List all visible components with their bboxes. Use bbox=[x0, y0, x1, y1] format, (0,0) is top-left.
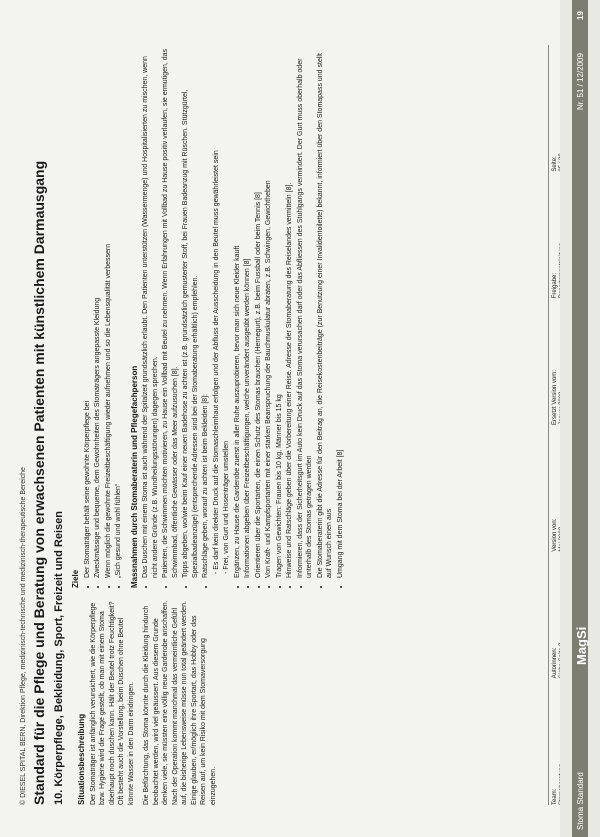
list-item: • Orientieren über die Sportarten, die einen Schutz des Stomas brauchen (Hernegurt), z.B. beim Fussball oder beim Tennis [8] bbox=[254, 45, 264, 578]
footer-cell: Version von: bbox=[552, 518, 558, 552]
list-item: • Ergänzen, zu Hause die Garderobe zuerst in aller Ruhe auszuprobieren, bevor man sich neue Kleider kauft bbox=[233, 45, 243, 578]
right-column bbox=[71, 45, 346, 588]
list-item: • „Sich gesund und wohl fühlen“ bbox=[114, 45, 124, 578]
situation-heading: Situationsbeschreibung bbox=[77, 713, 86, 805]
list-item: • Zweckmässige und bequeme, dem Gewohnheiten des Stomaträgers angepasste Kleidung bbox=[93, 45, 103, 578]
list-item: • Wenn möglich die gewohnte Freizeitbeschäftigung wieder aufnehmen und so die Lebensqualität verbessern bbox=[104, 45, 114, 578]
goals-heading: Ziele bbox=[71, 569, 80, 588]
situation-paragraph-1: Der Stomaträger ist anfänglich verunsichert, wie die Körperpflege bzw. Hygiene wird die Frage gestellt, ob man mit einem Stoma überhaupt noch duschen kann. Hält der Beutel trotz Feuchtigkeit? Oft besteht auch die Vorstellung, beim Duschen ohne Beutel könnte Wasser in den Darm eindringen. bbox=[89, 601, 135, 805]
goals-list bbox=[83, 45, 124, 588]
list-item: • Umgang mit dem Stoma bei der Arbeit [8] bbox=[336, 45, 346, 578]
list-item: • Hinweise und Ratschläge geben über die Vorbereitung einer Reise. Adresse der Stomaberatung des Reiselandes vermitteln [8]. bbox=[285, 45, 295, 578]
footer-cell: Ersetzt Version vom: bbox=[552, 369, 558, 425]
section-title: 10. Körperpflege, Bekleidung, Sport, Freizeit und Reisen bbox=[53, 511, 65, 805]
list-item: - Frei, von Gurt und Hosenträger umstellen bbox=[223, 440, 230, 574]
list-item: • Patienten, die Schwimmen möchten motivieren, zu Hause ein Vollbad mit Beutel zu nehmen. Wenn Erfahrungen mit Vollbad zu Hause positiv verlaufen, sie ermutigen, das Schwimmbad, öffentliche Gewässer oder das Meer aufzusuchen [8]. bbox=[161, 45, 180, 578]
issue-number: Nr. 51 / 12/2009 bbox=[576, 53, 585, 110]
measures-list bbox=[141, 45, 345, 588]
footer-cell: Autorinnen: bbox=[552, 647, 558, 679]
situation-paragraph-2: Die Befürchtung, das Stoma könnte durch die Kleidung hindurch beobachtet werden, wird viel geäussert. Aus diesem Grunde denken viele, sie müssten eine völlig neue Garderobe anschaffen. Nach der Operation kommt manchmal das vermeintliche Gefühl auf, die bisherige Lebensweise müsse nun total geändert werden. Einige glauben, er/möglich ihre Sportart, das Hobby oder das Reisen auf, um kein Risiko mit dem Stomaversorgung einzugehen. bbox=[143, 600, 217, 805]
list-item: • Informationen abgeben über Freizeitbeschäftigungen, welche unverändert ausgeübt werden können [8] bbox=[243, 45, 253, 578]
list-item: • Ratschläge geben, worauf zu achten ist beim Bekleiden [8]: bbox=[201, 45, 211, 578]
page-number: 19 bbox=[576, 11, 585, 20]
list-item: • Der Stomaträger behält seine gewohnte Körperpflege bei bbox=[83, 45, 93, 578]
footer-cell: Seite: bbox=[552, 156, 558, 172]
band-section-label: Stoma Standard bbox=[576, 772, 585, 830]
left-column bbox=[71, 600, 346, 805]
list-item: • Informieren, dass der Sicherheitsgurt im Auto kein Druck auf das Stoma verursachen darf oder das Abfliessen des Stuhlgangs vermindert. Der Gurt muss oberhalb oder unterhalb des Stomas getragen werden bbox=[296, 45, 315, 578]
list-item: • Tipps abgeben, wo/wie beim Kauf einer neuen Badehose zu achten ist (z.B. grundsätzlich gemusterter Stoff, bei Frauen Badeanzug mit Rüschen. Stützgürtel, Spezialbadeanzüge) (entsprechende Adressen sind bei der Stomaberatung erhältlich) empfehlen. bbox=[181, 45, 200, 578]
document-title: Standard für die Pflege und Beratung von erwachsenen Patienten mit künstlichem Darmausgang bbox=[31, 160, 47, 805]
measures-heading: Massnahmen durch Stomaberaterin und Pflegefachperson bbox=[129, 365, 139, 588]
list-item: - Es darf kein direkter Druck auf die Stomaschleimhaut erfolgen und der Abfluss der Ausscheidung in den Beutel muss gewährleistet sein bbox=[212, 150, 220, 574]
footer-cell: Freigabe: bbox=[552, 272, 558, 299]
header-line: © DIESEL SPITAL BERN, Direktion Pflege, medizinisch-technische und medizinisch-therapeutische Bereiche bbox=[20, 467, 27, 805]
list-item: • Von Kraft- und Kampfsportarten mit einer starken Beanspruchung der Bauchmuskulatur abraten, z.B. Schwingen, Gewichtheben bbox=[264, 45, 274, 578]
list-item: • Die Stomaberaterin gibt die Adresse für den Beitrag an, die Reisekostenbeiträge (zur Benutzung einer Invalidentoilette) bekannt, informiert über den Stomapass und stellt auf Wunsch einen aus bbox=[316, 45, 335, 578]
magazine-side-strip bbox=[572, 0, 588, 837]
footer-cell: Team: bbox=[552, 788, 558, 805]
list-item: • Das Duschen mit einem Stoma ist auch während der Spitalzeit grundsätzlich erlaubt. Den Patienten unterstützen (Wassermenge) und Hospitalisierten zu mischen, wenn nicht andere Gründe (z.B. Wundheilungsstörungen) dagegen sprechen. bbox=[141, 45, 160, 578]
list-item: • Tragen von Gewichten: Frauen bis 10 kg, Männer bis 15 kg bbox=[275, 45, 285, 578]
magazine-logo: MagSi bbox=[574, 626, 589, 665]
